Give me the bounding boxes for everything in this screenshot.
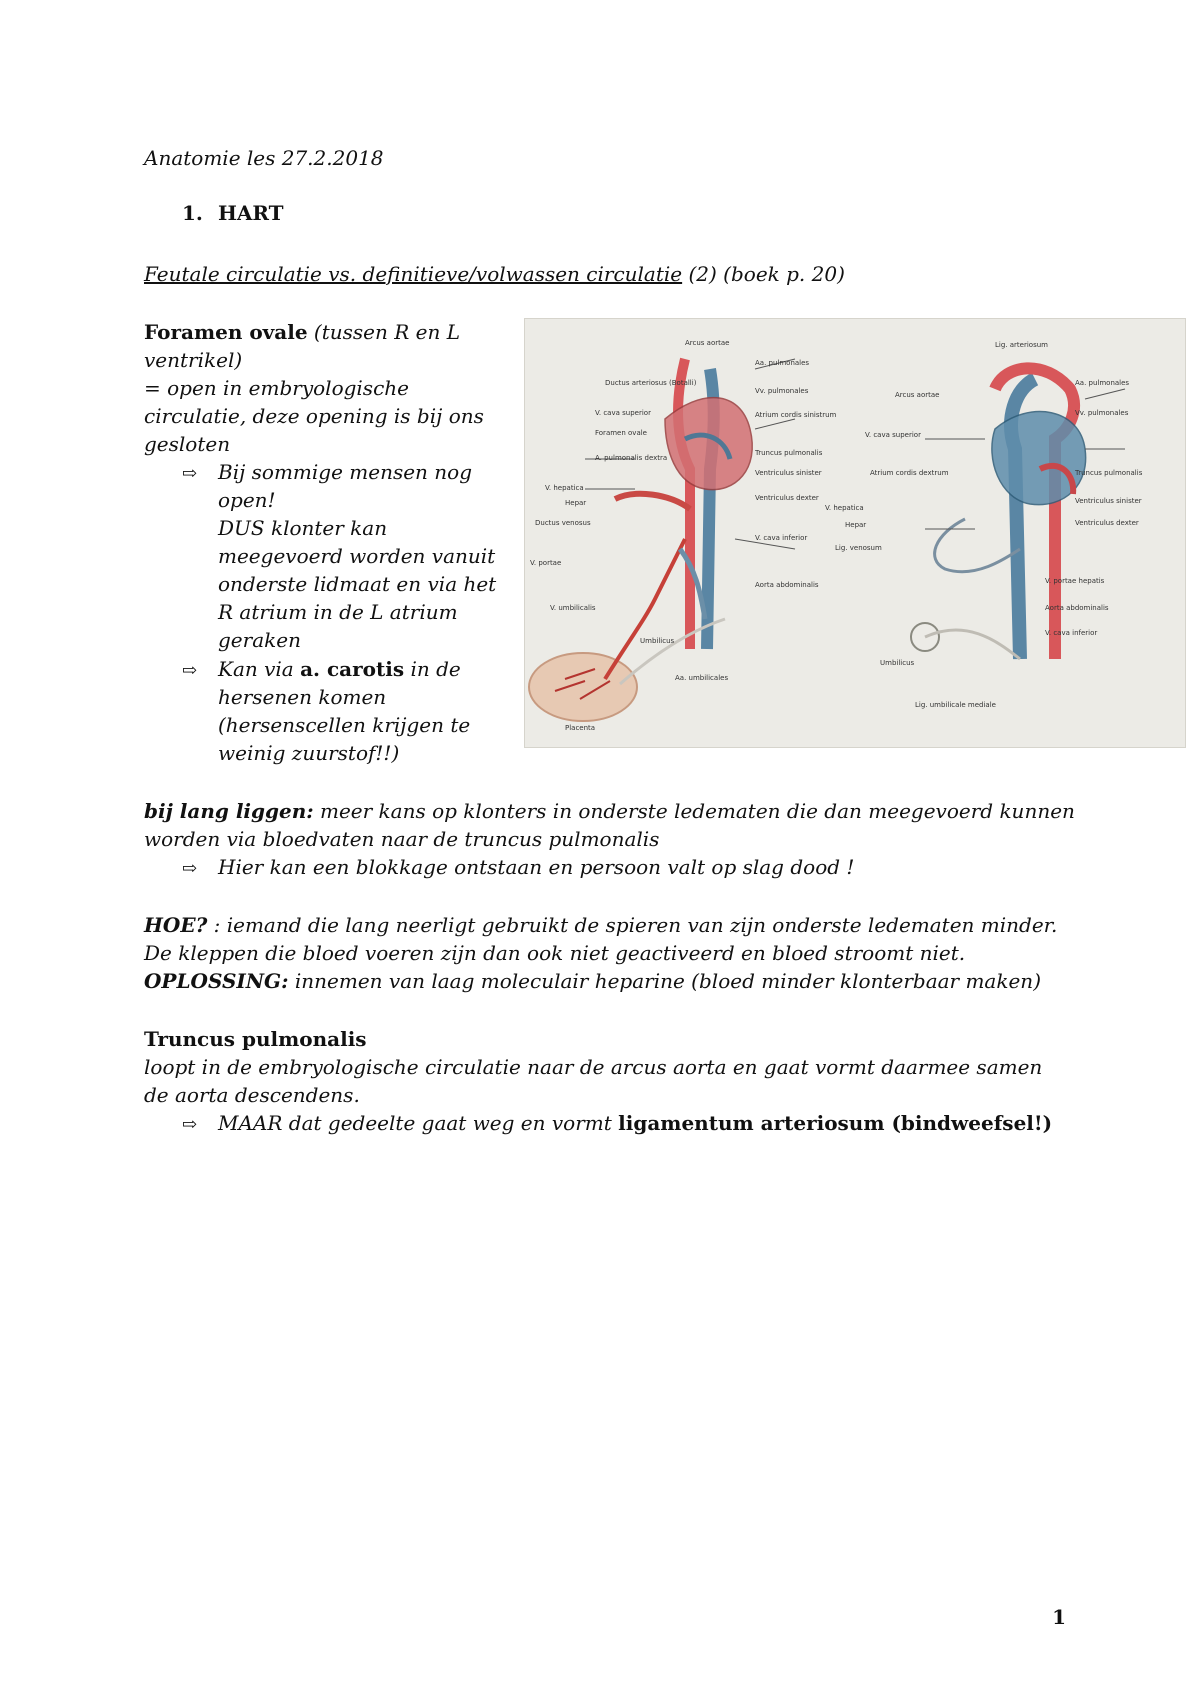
foramen-text: (tussen R en L (307, 320, 461, 344)
figure-label: Atrium cordis dextrum (870, 469, 949, 477)
bullet1-line-1: Bij sommige mensen nog (218, 460, 473, 484)
figure-label: V. portae (530, 559, 562, 567)
figure-label: Hepar (845, 521, 867, 529)
foramen-line-3: = open in embryologische (144, 376, 409, 400)
figure-label: V. cava inferior (755, 534, 808, 542)
figure-label: Ventriculus sinister (1075, 497, 1142, 505)
bullet2-line-3: (hersenscellen krijgen te (218, 713, 471, 737)
lang-text-1: meer kans op klonters in onderste ledematen die dan meegevoerd kunnen (313, 799, 1075, 823)
truncus-line-1: loopt in de embryologische circulatie naar de arcus aorta en gaat vormt daarmee samen (144, 1055, 1043, 1079)
figure-label: Ductus venosus (535, 519, 591, 527)
arrow-icon: ⇨ (182, 1114, 198, 1135)
figure-label: Vv. pulmonales (1075, 409, 1129, 417)
figure-label: Ventriculus sinister (755, 469, 822, 477)
bullet1-line-4: meegevoerd worden vanuit (218, 544, 496, 568)
heart-fetal (665, 398, 752, 490)
bullet1-line-3: DUS klonter kan (218, 516, 388, 540)
bullet2-line-2: hersenen komen (218, 685, 387, 709)
figure-label: Atrium cordis sinistrum (755, 411, 837, 419)
figure-label: Placenta (565, 724, 596, 732)
lang-bullet: Hier kan een blokkage ontstaan en persoon valt op slag dood ! (218, 855, 855, 879)
bullet2-post: in de (404, 657, 461, 681)
bullet1-line-2: open! (218, 488, 276, 512)
truncus-bullet-pre: MAAR dat gedeelte gaat weg en vormt (218, 1111, 619, 1135)
figure-label: V. umbilicalis (550, 604, 596, 612)
bullet1-line-6: R atrium in de L atrium (218, 600, 458, 624)
bullet2-line-4: weinig zuurstof!!) (218, 741, 400, 765)
figure-label: Truncus pulmonalis (755, 449, 823, 457)
figure-label: Aa. pulmonales (755, 359, 810, 367)
figure-label: Ventriculus dexter (755, 494, 819, 502)
subheading-rest: (2) (boek p. 20) (682, 262, 845, 286)
figure-label: Aorta abdominalis (755, 581, 819, 589)
figure-label: Arcus aortae (895, 391, 940, 399)
oplossing-term: OPLOSSING: (144, 969, 289, 993)
truncus-bullet (218, 1109, 1052, 1137)
leader-line (1085, 389, 1125, 399)
figure-label: Aa. umbilicales (675, 674, 729, 682)
figure-label: Ventriculus dexter (1075, 519, 1139, 527)
hepatic-vessels-adult (935, 519, 1020, 572)
foramen-line-2: ventrikel) (144, 348, 243, 372)
subheading-underlined: Feutale circulatie vs. definitieve/volwassen circulatie (144, 262, 683, 286)
figure-label: Truncus pulmonalis (1075, 469, 1143, 477)
lang-term: bij lang liggen: (144, 799, 314, 823)
hoe-term: HOE? (144, 913, 208, 937)
oplossing-text: innemen van laag moleculair heparine (bloed minder klonterbaar maken) (288, 969, 1041, 993)
foramen-term: Foramen ovale (144, 320, 308, 344)
bullet1-line-5: onderste lidmaat en via het (218, 572, 497, 596)
circulation-figure (524, 318, 1186, 748)
page-number: 1 (1052, 1605, 1066, 1629)
figure-label: A. pulmonalis dextra (595, 454, 668, 462)
figure-label: Foramen ovale (595, 429, 647, 437)
truncus-line-2: de aorta descendens. (144, 1083, 360, 1107)
oplossing-line (144, 967, 1041, 995)
figure-label: V. hepatica (825, 504, 864, 512)
bullet2-line-1 (218, 655, 461, 683)
truncus-bullet-bold: ligamentum arteriosum (bindweefsel!) (618, 1111, 1053, 1135)
arrow-icon: ⇨ (182, 858, 198, 879)
lang-line-2: worden via bloedvaten naar de truncus pulmonalis (144, 827, 660, 851)
figure-label: Lig. venosum (835, 544, 882, 552)
umbilical-vein (605, 539, 685, 679)
foramen-line-1 (144, 318, 460, 346)
figure-label: Hepar (565, 499, 587, 507)
figure-label: V. hepatica (545, 484, 584, 492)
foramen-line-4: circulatie, deze opening is bij ons (144, 404, 484, 428)
figure-label: Umbilicus (640, 637, 675, 645)
figure-label: Ductus arteriosus (Botalli) (605, 379, 697, 387)
subheading (144, 260, 845, 288)
placenta-shape (529, 653, 637, 721)
figure-label: Umbilicus (880, 659, 915, 667)
figure-label: V. portae hepatis (1045, 577, 1105, 585)
liver-vessels (615, 494, 690, 509)
figure-label: V. cava superior (865, 431, 921, 439)
leader-line (755, 419, 795, 429)
figure-label: V. cava superior (595, 409, 651, 417)
arrow-icon: ⇨ (182, 660, 198, 681)
hoe-line-1 (144, 911, 1057, 939)
truncus-heading: Truncus pulmonalis (144, 1027, 367, 1051)
figure-label: Lig. umbilicale mediale (915, 701, 996, 709)
arrow-icon: ⇨ (182, 463, 198, 484)
figure-label: Vv. pulmonales (755, 387, 809, 395)
figure-label: Lig. arteriosum (995, 341, 1048, 349)
bullet2-bold: a. carotis (300, 657, 405, 681)
lang-line-1 (144, 797, 1075, 825)
hoe-text-1: : iemand die lang neerligt gebruikt de spieren van zijn onderste ledematen minder. (207, 913, 1058, 937)
hoe-line-2: De kleppen die bloed voeren zijn dan ook niet geactiveerd en bloed stroomt niet. (144, 941, 966, 965)
section-number: 1. (182, 201, 203, 225)
figure-label: Aorta abdominalis (1045, 604, 1109, 612)
figure-label: V. cava inferior (1045, 629, 1098, 637)
foramen-line-5: gesloten (144, 432, 231, 456)
bullet2-pre: Kan via (218, 657, 301, 681)
section-title: HART (218, 201, 284, 225)
bullet1-line-7: geraken (218, 628, 301, 652)
doc-title: Anatomie les 27.2.2018 (144, 146, 384, 170)
figure-label: Arcus aortae (685, 339, 730, 347)
figure-label: Aa. pulmonales (1075, 379, 1130, 387)
